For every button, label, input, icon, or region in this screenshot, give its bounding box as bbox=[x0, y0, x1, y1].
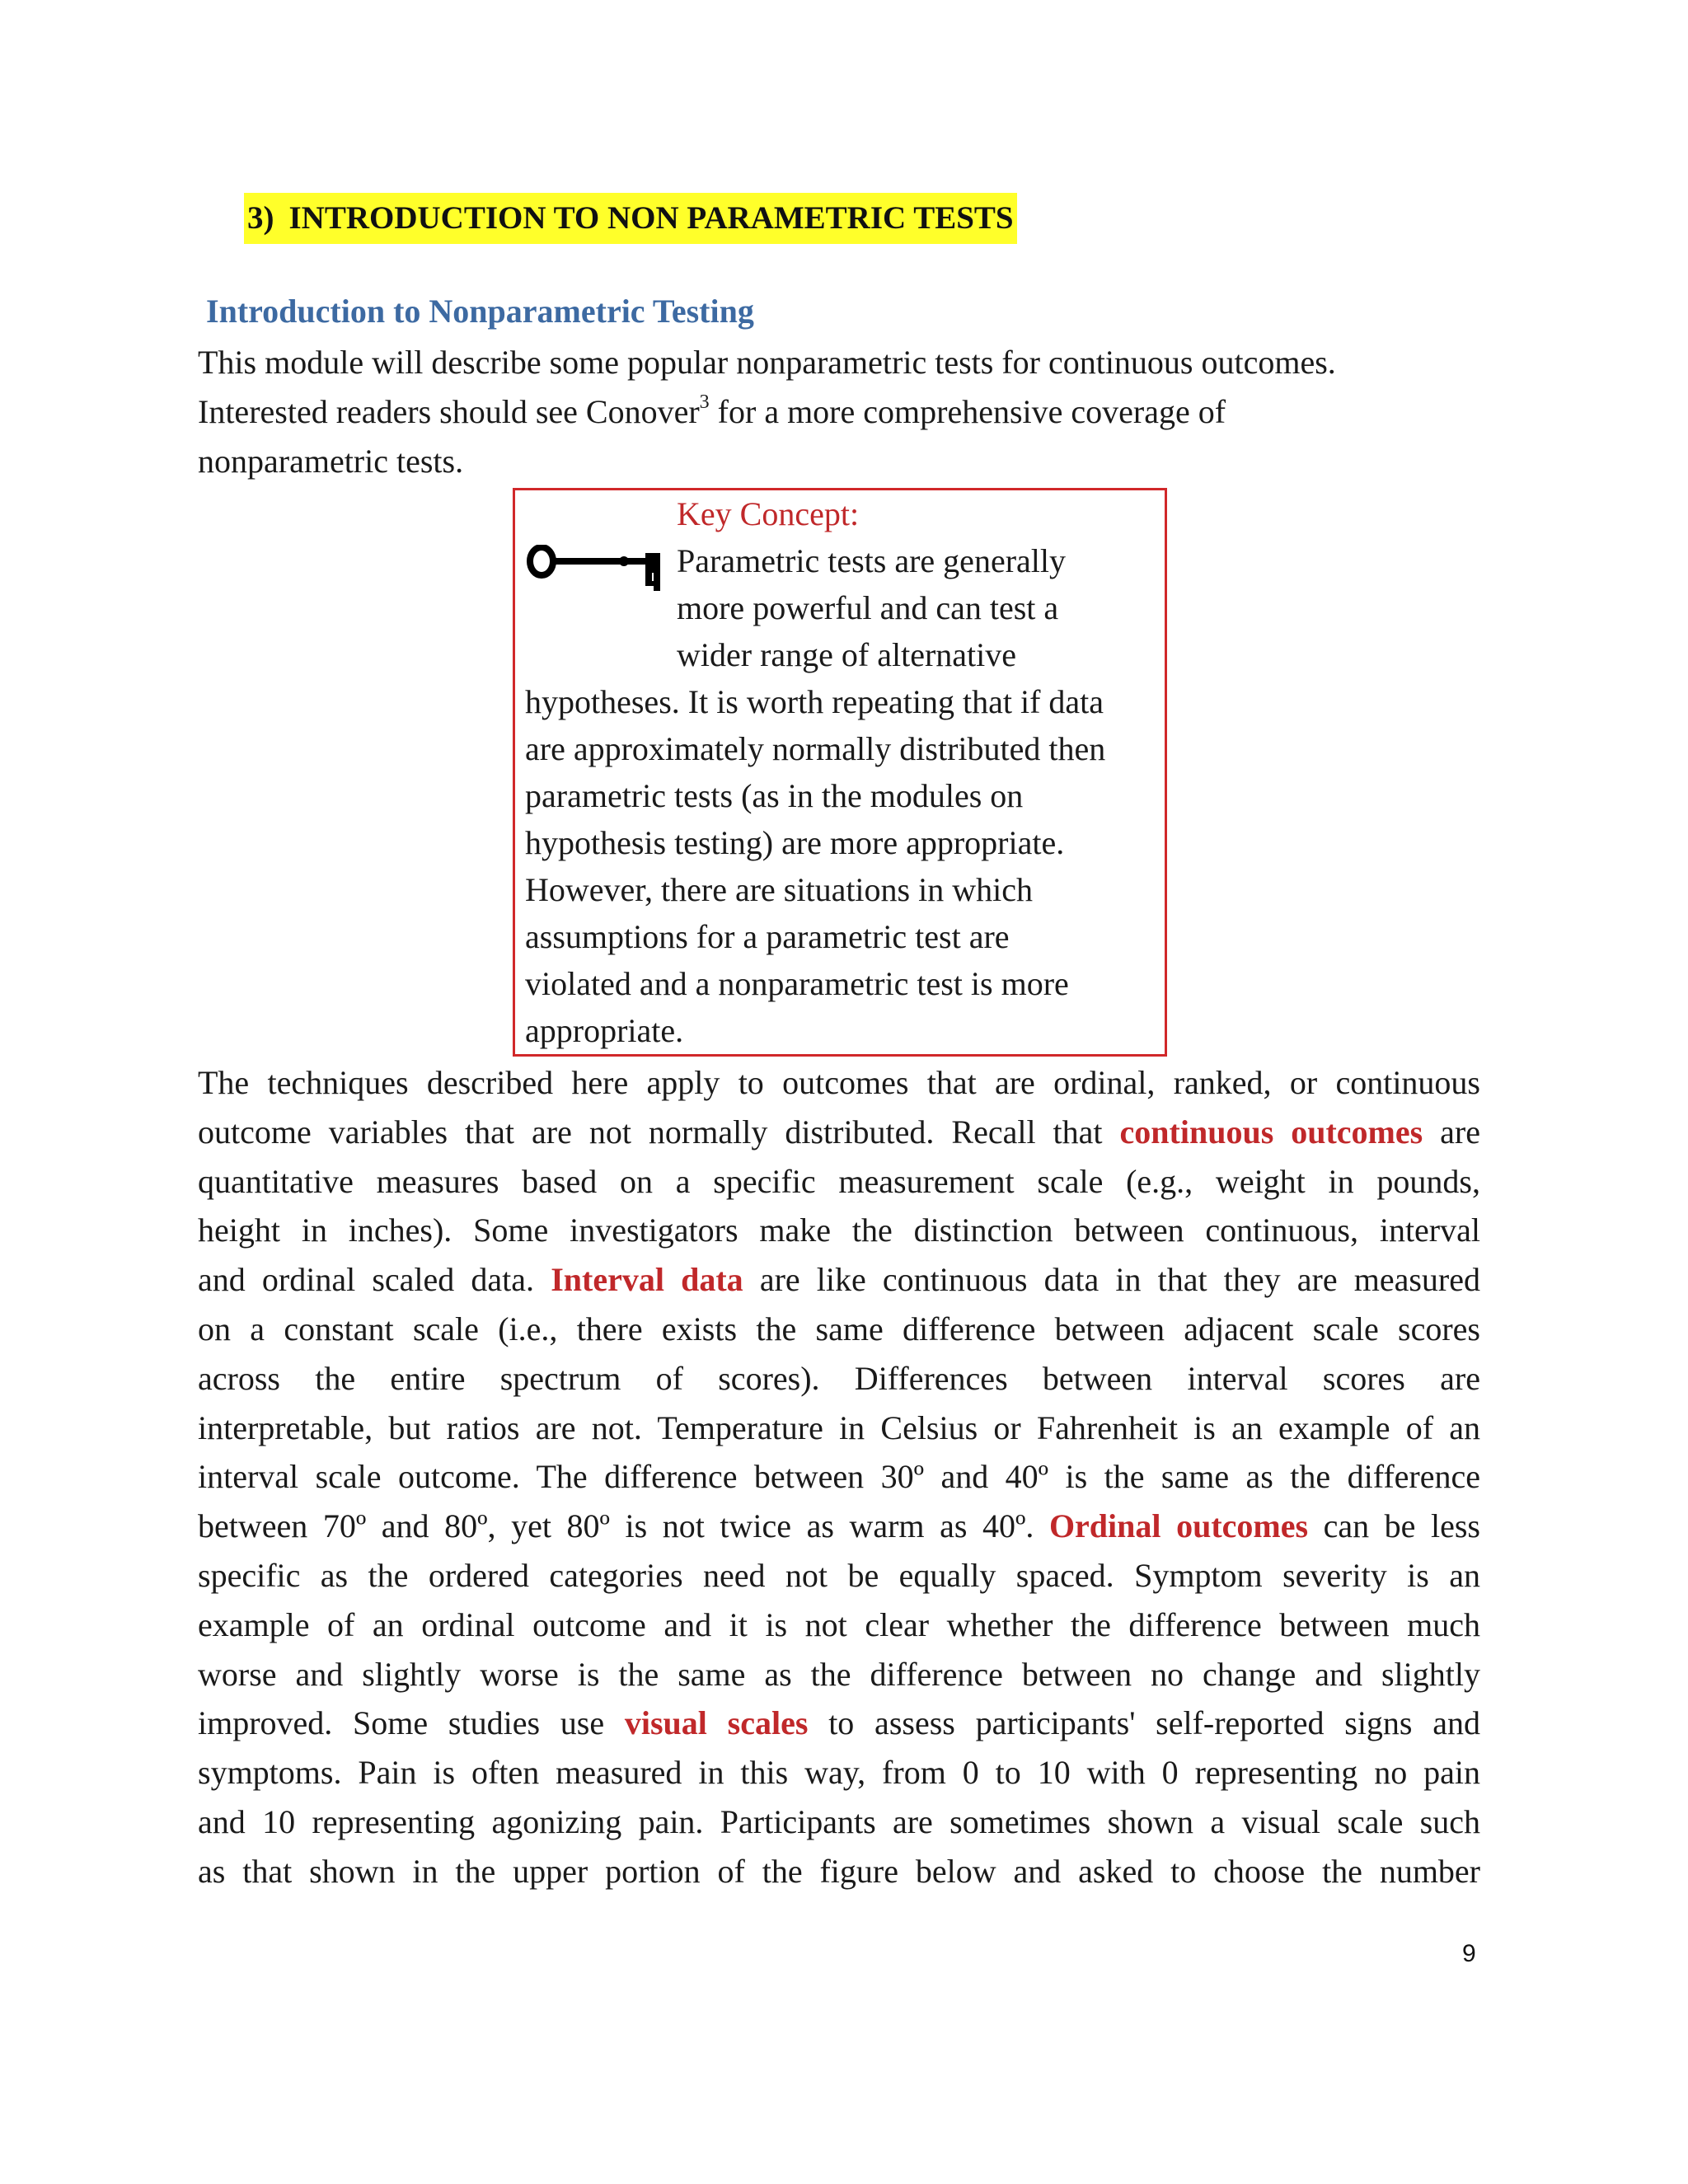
paragraph-line: on a constant scale (i.e., there exists the same difference between adjacent scale scores bbox=[198, 1310, 1480, 1347]
citation-superscript: 3 bbox=[699, 391, 710, 413]
paragraph-line: The techniques described here apply to outcomes that are ordinal, ranked, or continuous bbox=[198, 1064, 1480, 1101]
text-run: can be less bbox=[1308, 1507, 1480, 1545]
key-concept-line: hypothesis testing) are more appropriate. bbox=[525, 824, 1065, 861]
paragraph-line: interpretable, but ratios are not. Temperature in Celsius or Fahrenheit is an example of an bbox=[198, 1408, 1480, 1446]
paragraph-line: interval scale outcome. The difference between 30º and 40º is the same as the difference bbox=[198, 1458, 1480, 1496]
key-concept-indented-text bbox=[677, 537, 1066, 678]
section-heading bbox=[244, 193, 1017, 244]
paragraph-line: symptoms. Pain is often measured in this way, from 0 to 10 with 0 representing no pain bbox=[198, 1754, 1480, 1792]
paragraph-line bbox=[198, 1108, 1480, 1157]
page-number: 9 bbox=[1462, 1940, 1476, 1967]
intro-paragraph bbox=[198, 338, 1484, 486]
term-ordinal-outcomes: Ordinal outcomes bbox=[1048, 1507, 1309, 1545]
text-run: between 70º and 80º, yet 80º is not twice as warm as 40º. bbox=[198, 1507, 1049, 1545]
key-concept-line: parametric tests (as in the modules on bbox=[525, 777, 1024, 814]
key-icon bbox=[525, 545, 673, 602]
key-concept-line: violated and a nonparametric test is more bbox=[525, 965, 1069, 1002]
key-concept-line: assumptions for a parametric test are bbox=[525, 918, 1010, 955]
text-run: outcome variables that are not normally distributed. Recall that bbox=[198, 1113, 1120, 1151]
paragraph-line: quantitative measures based on a specific measurement scale (e.g., weight in pounds, bbox=[198, 1162, 1480, 1200]
text-run: and ordinal scaled data. bbox=[198, 1261, 551, 1299]
key-concept-line: are approximately normally distributed then bbox=[525, 730, 1106, 767]
key-concept-line: wider range of alternative bbox=[677, 636, 1017, 673]
term-continuous-outcomes: continuous outcomes bbox=[1119, 1113, 1423, 1151]
paragraph-line: example of an ordinal outcome and it is not clear whether the difference between much bbox=[198, 1605, 1480, 1643]
intro-line bbox=[198, 387, 1484, 437]
intro-line: This module will describe some popular nonparametric tests for continuous outcomes. bbox=[198, 344, 1336, 381]
key-concept-box bbox=[513, 488, 1167, 1057]
key-concept-line: appropriate. bbox=[525, 1012, 684, 1049]
intro-line: nonparametric tests. bbox=[198, 443, 464, 480]
paragraph-line bbox=[198, 1255, 1480, 1305]
paragraph-line bbox=[198, 1699, 1480, 1748]
paragraph-line: across the entire spectrum of scores). Differences between interval scores are bbox=[198, 1359, 1480, 1397]
key-concept-body bbox=[525, 678, 1105, 1054]
paragraph-line: specific as the ordered categories need not be equally spaced. Symptom severity is an bbox=[198, 1556, 1480, 1594]
text-run: to assess participants' self-reported signs and bbox=[808, 1704, 1481, 1742]
paragraph-line: and 10 representing agonizing pain. Participants are sometimes shown a visual scale such bbox=[198, 1802, 1480, 1840]
term-interval-data: Interval data bbox=[551, 1261, 743, 1299]
key-concept-title: Key Concept: bbox=[677, 495, 860, 532]
intro-text: Interested readers should see Conover bbox=[198, 393, 700, 430]
subheading: Introduction to Nonparametric Testing bbox=[206, 293, 754, 330]
key-concept-line: hypotheses. It is worth repeating that if data bbox=[525, 683, 1104, 720]
key-concept-line: Parametric tests are generally bbox=[677, 542, 1066, 579]
paragraph-line: as that shown in the upper portion of the figure below and asked to choose the number bbox=[198, 1852, 1480, 1890]
main-paragraph bbox=[198, 1058, 1480, 1896]
key-concept-line: more powerful and can test a bbox=[677, 589, 1059, 626]
text-run: are bbox=[1423, 1113, 1481, 1151]
key-concept-line: However, there are situations in which bbox=[525, 871, 1033, 908]
paragraph-line: height in inches). Some investigators make the distinction between continuous, interval bbox=[198, 1212, 1480, 1249]
paragraph-line bbox=[198, 1502, 1480, 1551]
paragraph-line: worse and slightly worse is the same as the difference between no change and slightly bbox=[198, 1655, 1480, 1693]
section-number: 3) bbox=[247, 200, 274, 236]
text-run: are like continuous data in that they are measured bbox=[743, 1261, 1480, 1299]
term-visual-scales: visual scales bbox=[624, 1704, 809, 1742]
intro-text: for a more comprehensive coverage of bbox=[709, 393, 1226, 430]
text-run: improved. Some studies use bbox=[198, 1704, 625, 1742]
section-title: INTRODUCTION TO NON PARAMETRIC TESTS bbox=[288, 200, 1014, 236]
